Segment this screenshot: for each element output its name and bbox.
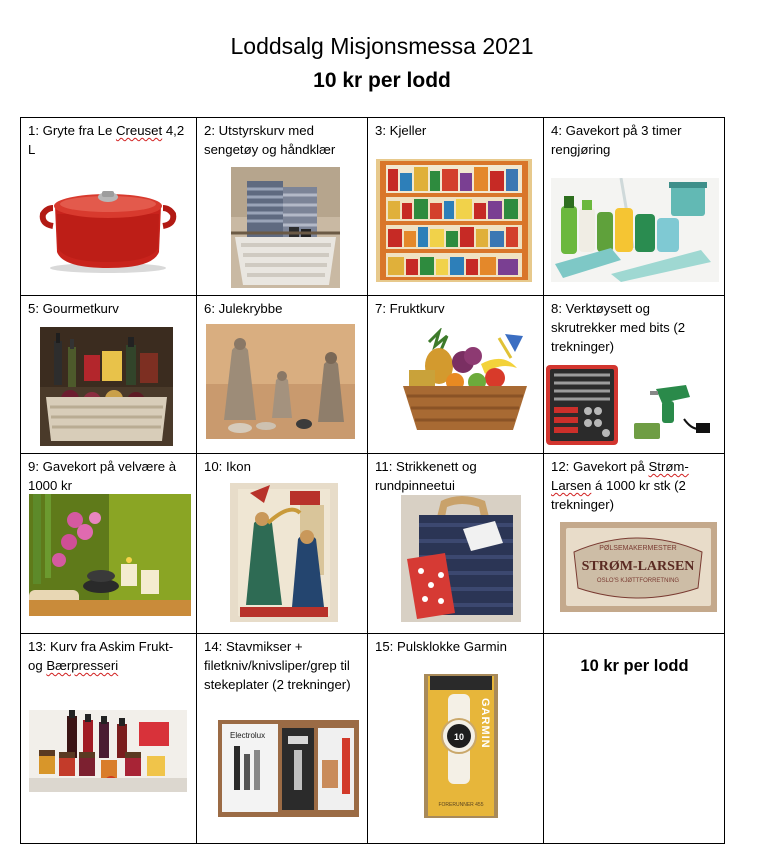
prize-cell-5: [21, 296, 197, 454]
promo-cell: [544, 634, 725, 844]
knitting-bag-image: [401, 495, 521, 622]
nativity-figures-image: [206, 324, 355, 439]
prize-label-10: 10: Ikon: [204, 459, 251, 474]
pantry-shelves-image: [376, 159, 532, 282]
gourmet-basket-image: [40, 327, 173, 446]
prize-cell-10: [197, 454, 368, 634]
prize-label-1: 1: Gryte fra Le Creuset 4,2 L: [28, 123, 185, 157]
prize-cell-4: [544, 118, 725, 296]
blender-brand-text: Electrolux: [230, 731, 266, 740]
prize-cell-3: [368, 118, 544, 296]
prize-cell-8: [544, 296, 725, 454]
prize-label-15: 15: Pulsklokke Garmin: [375, 639, 507, 654]
prize-label-6: 6: Julekrybbe: [204, 301, 283, 316]
prize-cell-2: [197, 118, 368, 296]
prize-label-14: 14: Stavmikser + filetkniv/knivsliper/grep til stekeplater (2 trekninger): [204, 639, 351, 692]
garmin-watch-box-image: [424, 674, 498, 818]
strom-larsen-gift-card-image: [560, 522, 717, 612]
prize-cell-1: [21, 118, 197, 296]
watch-time-text: 10: [453, 732, 465, 742]
prize-cell-15: [368, 634, 544, 844]
prize-cell-9: [21, 454, 197, 634]
juice-jam-jars-image: [29, 710, 187, 792]
prize-label-9: 9: Gavekort på velvære à 1000 kr: [28, 459, 177, 493]
tool-set-and-screwdriver-image: [544, 363, 720, 447]
prize-cell-6: [197, 296, 368, 454]
fruit-basket-image: [399, 328, 531, 434]
cleaning-supplies-image: [551, 178, 719, 282]
red-cast-iron-pot-image: [33, 178, 183, 274]
garmin-brand-text: GARMIN: [479, 698, 491, 749]
page-title: Loddsalg Misjonsmessa 2021: [230, 33, 534, 59]
prize-label-4: 4: Gavekort på 3 timer rengjøring: [551, 123, 682, 157]
page-subtitle: 10 kr per lodd: [313, 69, 451, 92]
spa-orchids-candles-image: [29, 494, 191, 616]
prize-cell-11: [368, 454, 544, 634]
prize-label-5: 5: Gourmetkurv: [28, 301, 119, 316]
gift-card-name-text: STRØM-LARSEN: [581, 559, 695, 574]
gift-card-top-text: PØLSEMAKERMESTER: [599, 545, 677, 552]
prize-cell-7: [368, 296, 544, 454]
prize-label-3: 3: Kjeller: [375, 123, 427, 138]
prize-label-8: 8: Verktøysett og skrutrekker med bits (2 trekninger): [551, 301, 686, 354]
promo-text: 10 kr per lodd: [580, 657, 689, 675]
garmin-model-text: FORERUNNER 455: [438, 802, 484, 808]
gift-card-bottom-text: OSLO'S KJØTTFORRETNING: [596, 578, 680, 584]
prize-cell-13: [21, 634, 197, 844]
electrolux-blender-kit-image: [218, 720, 359, 817]
prize-label-2: 2: Utstyrskurv med sengetøy og håndklær: [204, 123, 336, 157]
prize-cell-12: [544, 454, 725, 634]
basket-with-linens-image: [231, 167, 340, 288]
annunciation-icon-image: [230, 483, 338, 622]
prize-table: [20, 117, 725, 844]
prize-cell-14: [197, 634, 368, 844]
prize-label-13: 13: Kurv fra Askim Frukt- og Bærpresseri: [28, 639, 174, 673]
prize-label-7: 7: Fruktkurv: [375, 301, 445, 316]
prize-label-11: 11: Strikkenett og rundpinneetui: [375, 459, 477, 493]
prize-label-12: 12: Gavekort på Strøm-Larsen á 1000 kr stk (2 trekninger): [551, 459, 689, 512]
